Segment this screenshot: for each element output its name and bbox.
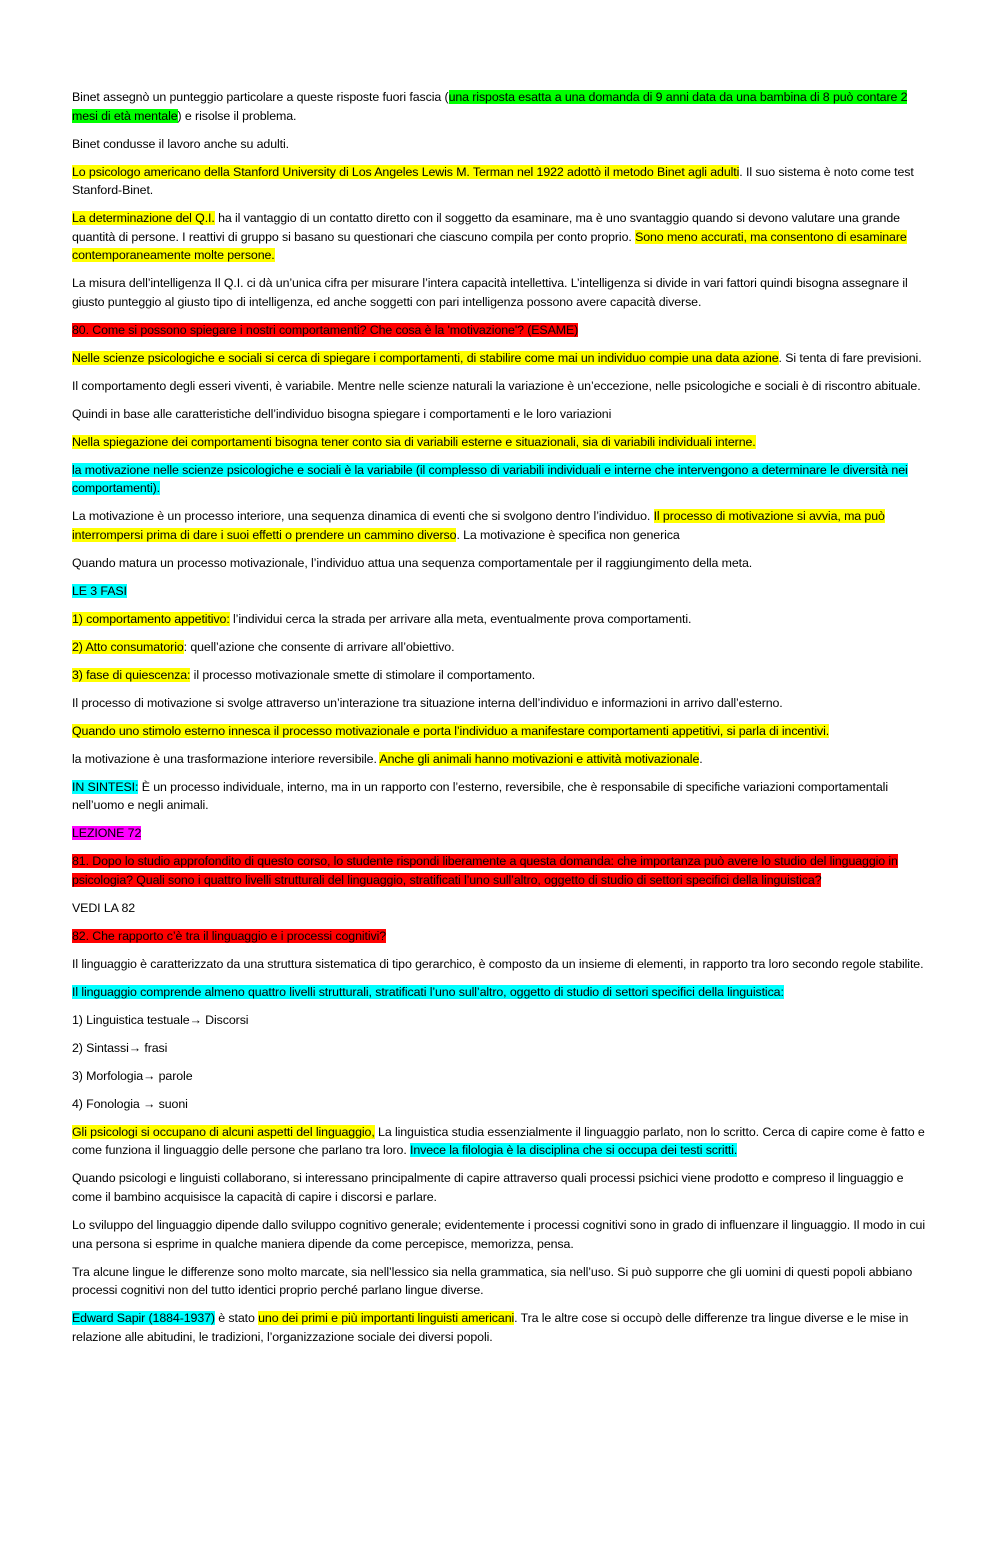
text-run: Quando psicologi e linguisti collaborano, si interessano principalmente di capire attraverso quali processi psichici viene prodotto e compreso il linguaggio e come il bambino acquisisce la capacità di capire i discorsi e parlare. xyxy=(72,1171,904,1205)
paragraph xyxy=(72,135,928,154)
paragraph xyxy=(72,377,928,396)
paragraph xyxy=(72,824,928,843)
highlighted-text: Il processo di motivazione si avvia, ma può interrompersi prima di dare i suoi effetti o prendere un cammino diverso xyxy=(72,509,885,542)
paragraph xyxy=(72,405,928,424)
paragraph xyxy=(72,1123,928,1160)
text-run: È un processo individuale, interno, ma in un rapporto con l’esterno, reversibile, che è responsabile di specifiche variazioni comportamentali nell’uomo e negli animali. xyxy=(72,779,888,813)
paragraph xyxy=(72,927,928,946)
paragraph xyxy=(72,852,928,889)
highlighted-text: Nelle scienze psicologiche e sociali si cerca di spiegare i comportamenti, di stabilire come mai un individuo compie una data azione xyxy=(72,350,779,365)
text-run: ) e risolse il problema. xyxy=(177,108,297,123)
text-run: Binet condusse il lavoro anche su adulti. xyxy=(72,136,290,151)
paragraph xyxy=(72,1039,928,1058)
highlighted-text: Invece la filologia è la disciplina che si occupa dei testi scritti. xyxy=(410,1143,738,1158)
paragraph xyxy=(72,899,928,918)
text-run: 2) Sintassi→ frasi xyxy=(72,1040,168,1055)
highlighted-text: LEZIONE 72 xyxy=(72,826,142,841)
paragraph xyxy=(72,638,928,657)
highlighted-text: uno dei primi e più importanti linguisti americani xyxy=(258,1311,515,1326)
paragraph xyxy=(72,1011,928,1030)
highlighted-text: Sono meno accurati, ma consentono di esaminare contemporaneamente molte persone. xyxy=(72,229,907,263)
text-run: Quando matura un processo motivazionale, l’individuo attua una sequenza comportamentale per il raggiungimento della meta. xyxy=(72,555,753,570)
paragraph xyxy=(72,321,928,340)
highlighted-text: IN SINTESI: xyxy=(72,779,139,794)
text-run: . La motivazione è specifica non generica xyxy=(456,527,680,542)
highlighted-text: 80. Come si possono spiegare i nostri comportamenti? Che cosa è la 'motivazione'? (ESAME) xyxy=(72,322,579,337)
highlighted-text: Gli psicologi si occupano di alcuni aspetti del linguaggio, xyxy=(72,1124,375,1139)
text-run: 1) Linguistica testuale→ Discorsi xyxy=(72,1012,249,1027)
text-run: Quindi in base alle caratteristiche dell’individuo bisogna spiegare i comportamenti e le loro variazioni xyxy=(72,406,612,421)
text-run: . Tra le altre cose si occupò delle differenze tra lingue diverse e le mise in relazione alle abitudini, le tradizioni, l’organizzazione sociale dei diversi popoli. xyxy=(72,1311,909,1344)
paragraph xyxy=(72,163,928,200)
text-run: VEDI LA 82 xyxy=(72,900,136,915)
highlighted-text: Edward Sapir (1884-1937) xyxy=(72,1311,215,1326)
text-run: 3) Morfologia→ parole xyxy=(72,1068,193,1083)
highlighted-text: Lo psicologo americano della Stanford University di Los Angeles Lewis M. Terman nel 1922 adottò il metodo Binet agli adulti xyxy=(72,164,740,179)
paragraph xyxy=(72,209,928,265)
paragraph xyxy=(72,1169,928,1206)
highlighted-text: La determinazione del Q.I. xyxy=(72,211,215,226)
highlighted-text: 1) comportamento appetitivo: xyxy=(72,611,230,626)
highlighted-text: Quando uno stimolo esterno innesca il processo motivazionale e porta l’individuo a manifestare comportamenti appetitivi, si parla di incentivi. xyxy=(72,723,830,738)
paragraph xyxy=(72,1309,928,1346)
paragraph xyxy=(72,88,928,125)
text-run: Tra alcune lingue le differenze sono molto marcate, sia nell’lessico sia nella grammatica, sia nell’uso. Si può supporre che gli uomini di questi popoli abbiano processi cognitivi non del tutto identici proprio perché parlano lingue diverse. xyxy=(72,1264,913,1298)
paragraph xyxy=(72,750,928,769)
highlighted-text: 82. Che rapporto c’è tra il linguaggio e i processi cognitivi? xyxy=(72,928,387,943)
paragraph xyxy=(72,1216,928,1253)
paragraph xyxy=(72,433,928,452)
highlighted-text: LE 3 FASI xyxy=(72,583,127,598)
text-run: Lo sviluppo del linguaggio dipende dallo sviluppo cognitivo generale; evidentemente i processi cognitivi sono in grado di influenzare il linguaggio. Il modo in cui una persona si esprime in qualche maniera dipende da come percepisce, memorizza, pensa. xyxy=(72,1218,925,1251)
text-run: . Si tenta di fare previsioni. xyxy=(778,350,922,365)
text-run: ha il vantaggio di un contatto diretto con il soggetto da esaminare, ma è uno svantaggio quando si devono valutare una grande quantità di persone. I reattivi di gruppo si basano su questionari che ciascuno compila per conto proprio. xyxy=(72,211,900,244)
text-run: la motivazione è una trasformazione interiore reversibile. xyxy=(72,751,380,766)
text-run: . Il suo sistema è noto come test Stanford-Binet. xyxy=(72,164,914,198)
paragraph xyxy=(72,666,928,685)
paragraph xyxy=(72,1067,928,1086)
text-run: Il comportamento degli esseri viventi, è variabile. Mentre nelle scienze naturali la variazione è un’eccezione, nelle psicologiche e sociali è di riscontro abituale. xyxy=(72,378,921,393)
paragraph xyxy=(72,1095,928,1114)
paragraph xyxy=(72,983,928,1002)
highlighted-text: 81. Dopo lo studio approfondito di questo corso, lo studente rispondi liberamente a questa domanda: che importanza può avere lo studio del linguaggio in psicologia? Quali sono i quattro livelli strutturali del linguaggio, stratificati l’uno sull’altro, oggetto di studio di settori specifici della linguistica? xyxy=(72,854,898,887)
paragraph xyxy=(72,349,928,368)
text-run: Binet assegnò un punteggio particolare a queste risposte fuori fascia ( xyxy=(72,90,449,104)
highlighted-text: 3) fase di quiescenza: xyxy=(72,667,191,682)
paragraph xyxy=(72,610,928,629)
text-run: Il processo di motivazione si svolge attraverso un’interazione tra situazione interna dell’individuo e informazioni in arrivo dall’esterno. xyxy=(72,695,783,710)
paragraph xyxy=(72,694,928,713)
text-run: 4) Fonologia → suoni xyxy=(72,1096,188,1111)
text-run: . xyxy=(699,751,703,766)
text-run: La misura dell’intelligenza Il Q.I. ci dà un’unica cifra per misurare l’intera capacità intellettiva. L’intelligenza si divide in vari fattori quindi bisogna assegnare il giusto punteggio al giusto tipo di intelligenza, ed anche soggetti con pari intelligenza possono avere capacità diverse. xyxy=(72,276,908,309)
text-run: La linguistica studia essenzialmente il linguaggio parlato, non lo scritto. Cerca di capire come è fatto e come funziona il linguaggio delle persone che parlano tra loro. xyxy=(72,1124,925,1158)
paragraph xyxy=(72,461,928,498)
paragraph xyxy=(72,554,928,573)
highlighted-text: Il linguaggio comprende almeno quattro livelli strutturali, stratificati l’uno sull’altro, oggetto di studio di settori specifici della linguistica: xyxy=(72,984,784,999)
paragraph xyxy=(72,507,928,544)
text-run: è stato xyxy=(214,1311,259,1326)
text-run: La motivazione è un processo interiore, una sequenza dinamica di eventi che si svolgono dentro l’individuo. xyxy=(72,509,654,524)
highlighted-text: la motivazione nelle scienze psicologiche e sociali è la variabile (il complesso di variabili individuali e interne che intervengono a determinare le diversità nei comportamenti). xyxy=(72,462,908,496)
paragraph xyxy=(72,722,928,741)
paragraph xyxy=(72,582,928,601)
text-run: l’individui cerca la strada per arrivare alla meta, eventualmente prova comportamenti. xyxy=(229,611,692,626)
highlighted-text: 2) Atto consumatorio xyxy=(72,639,184,654)
paragraph xyxy=(72,1263,928,1300)
paragraph xyxy=(72,274,928,311)
text-run: : quell’azione che consente di arrivare all’obiettivo. xyxy=(183,639,455,654)
highlighted-text: Anche gli animali hanno motivazioni e attività motivazionale xyxy=(379,751,700,766)
text-run: Il linguaggio è caratterizzato da una struttura sistematica di tipo gerarchico, è composto da un insieme di elementi, in rapporto tra loro secondo regole stabilite. xyxy=(72,956,924,971)
paragraph xyxy=(72,955,928,974)
text-run: il processo motivazionale smette di stimolare il comportamento. xyxy=(190,667,536,682)
paragraph xyxy=(72,778,928,815)
highlighted-text: una risposta esatta a una domanda di 9 anni data da una bambina di 8 può contare 2 mesi di età mentale xyxy=(72,90,908,123)
highlighted-text: Nella spiegazione dei comportamenti bisogna tener conto sia di variabili esterne e situazionali, sia di variabili individuali interne. xyxy=(72,434,756,449)
